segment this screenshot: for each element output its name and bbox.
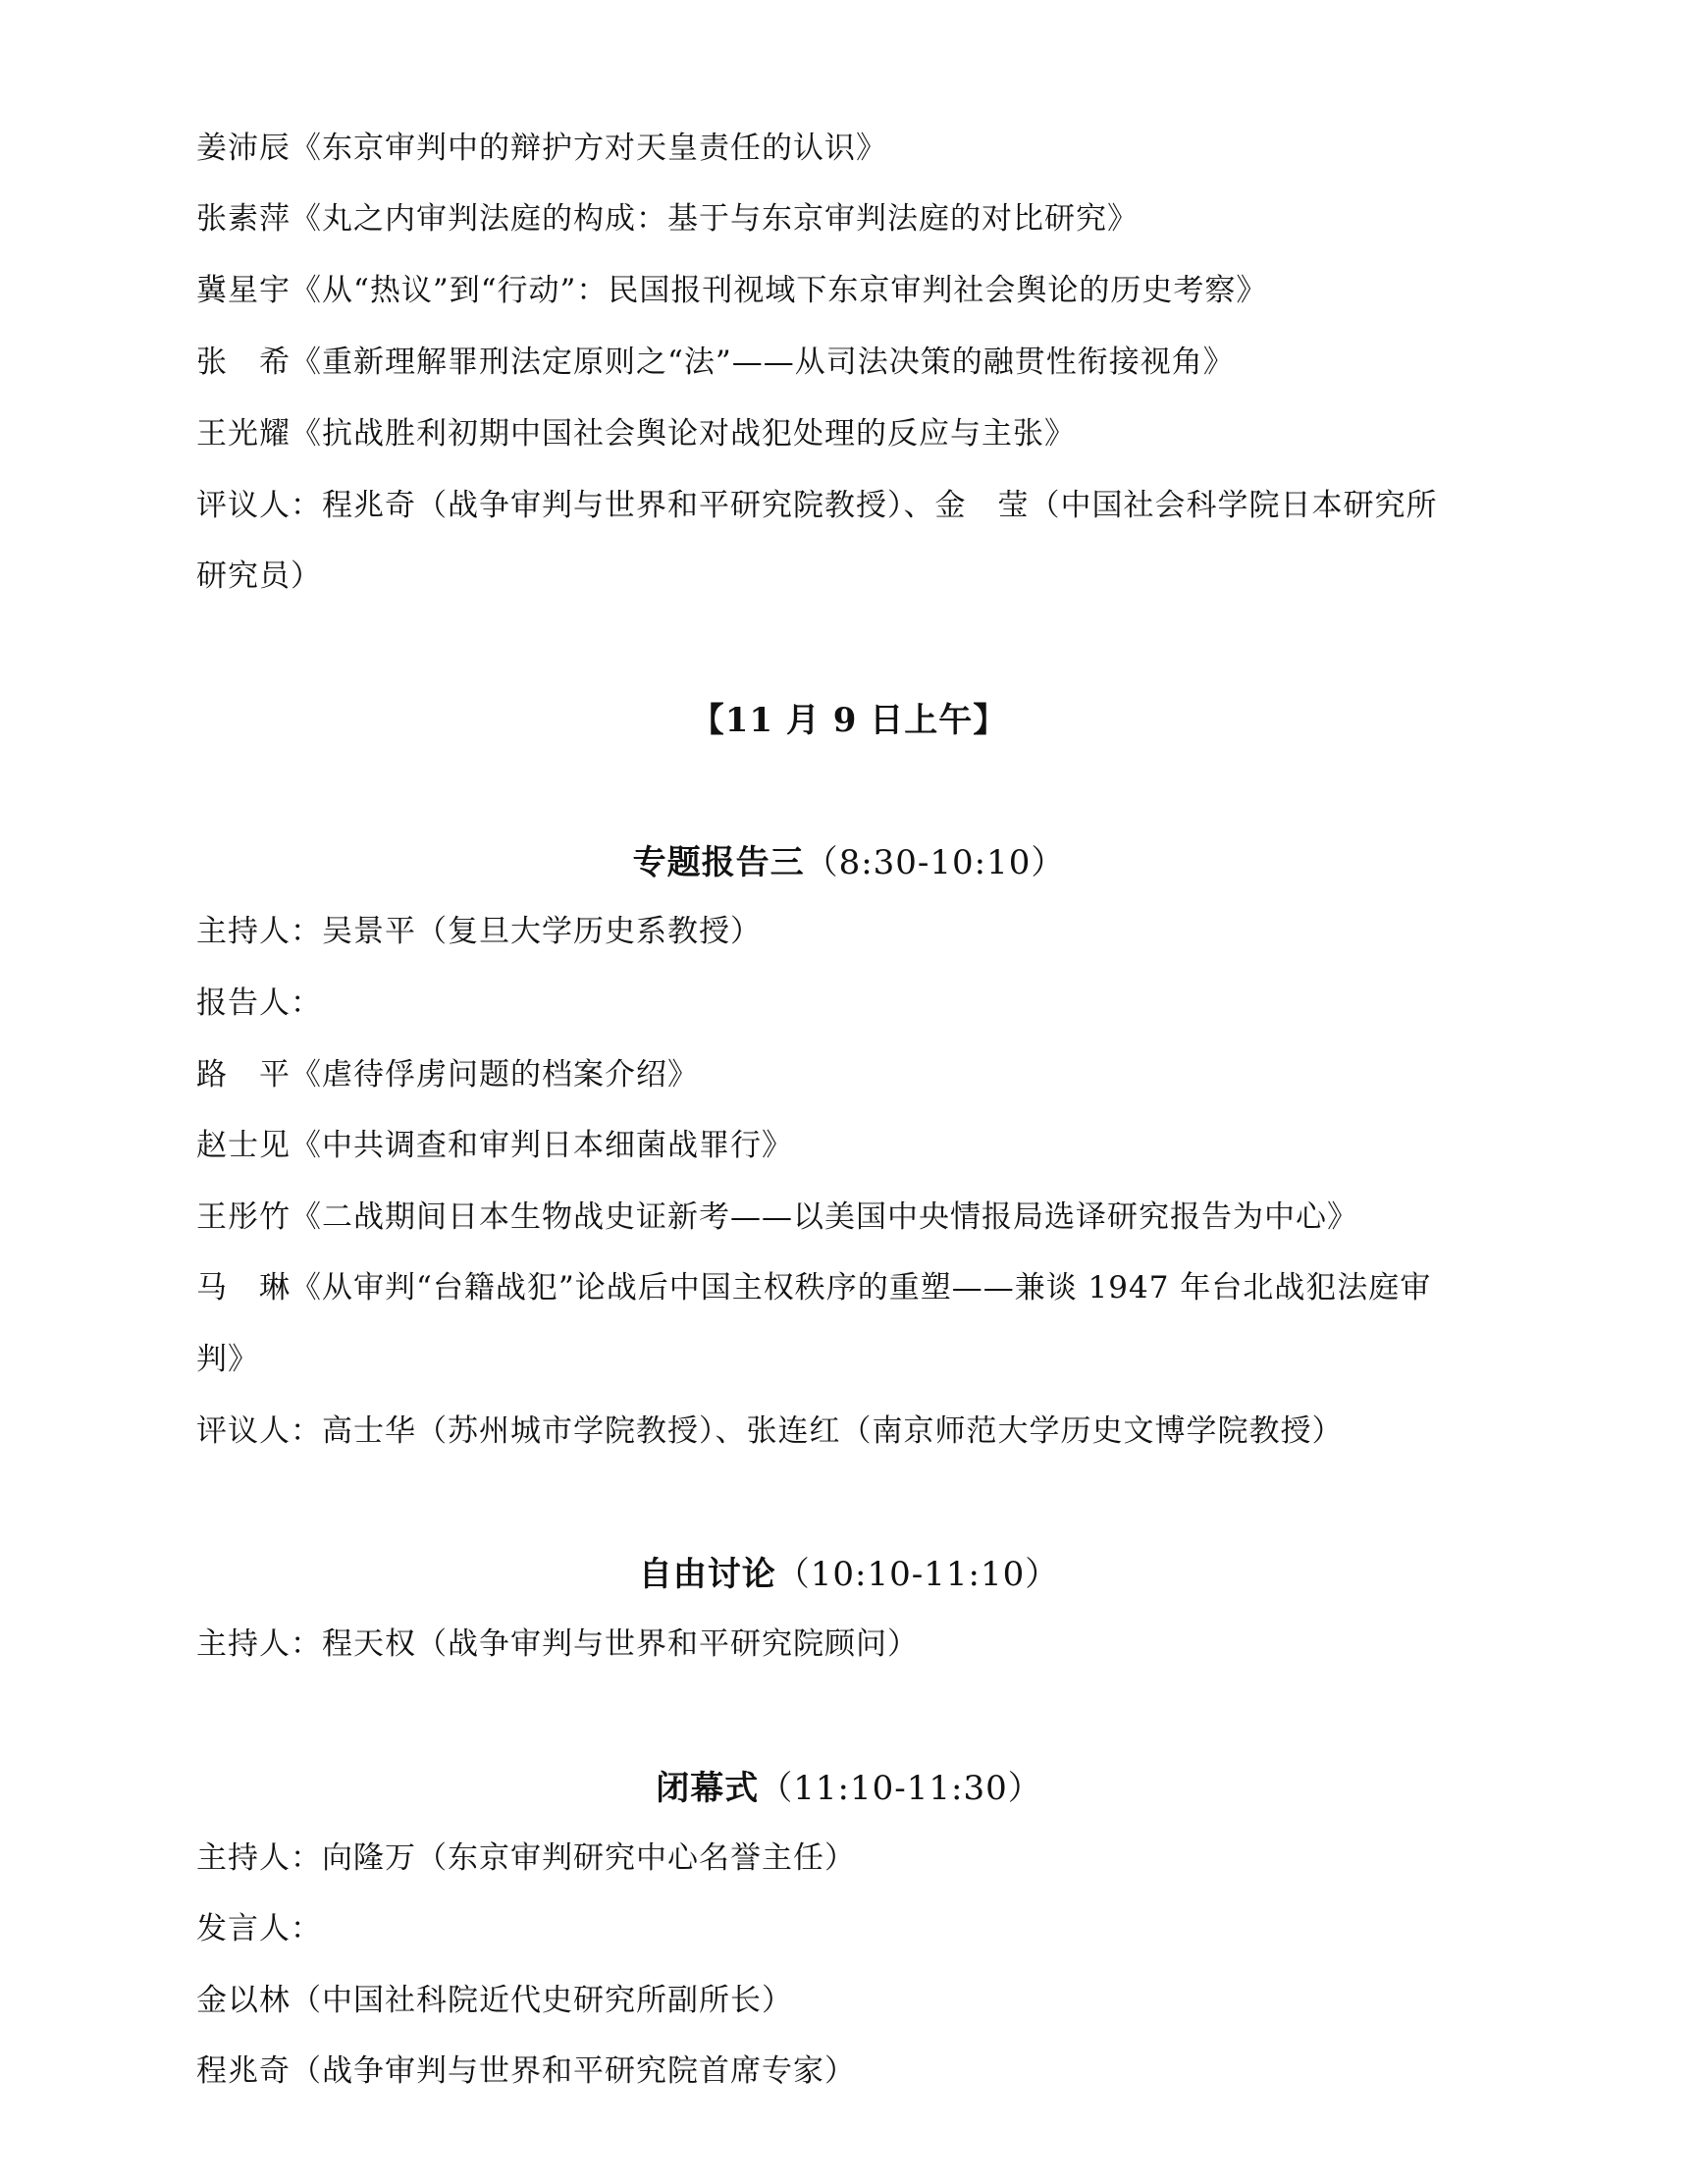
section-title: 自由讨论 (638, 1555, 776, 1594)
host-line: 主持人：程天权（战争审判与世界和平研究院顾问） (196, 1626, 919, 1662)
section-title: 专题报告三 (632, 843, 805, 882)
speakers-label: 发言人： (196, 1911, 322, 1946)
discussant-line: 评议人：程兆奇（战争审判与世界和平研究院教授）、金 莹（中国社会科学院日本研究所 (196, 488, 1438, 523)
speaker-line: 程兆奇（战争审判与世界和平研究院首席专家） (196, 2053, 856, 2089)
presenter-line: 王光耀《抗战胜利初期中国社会舆论对战犯处理的反应与主张》 (196, 416, 1076, 452)
discussant-line-continued: 研究员） (196, 559, 322, 594)
presenter-line: 马 琳《从审判“台籍战犯”论战后中国主权秩序的重塑——兼谈 1947 年台北战犯法庭审 (196, 1270, 1432, 1305)
section-heading-closing (0, 1767, 1698, 1810)
presenter-line-continued: 判》 (196, 1342, 259, 1377)
presenter-line: 张 希《重新理解罪刑法定原则之“法”——从司法决策的融贯性衔接视角》 (196, 345, 1235, 380)
host-line: 主持人：吴景平（复旦大学历史系教授） (196, 914, 762, 949)
presenter-line: 冀星宇《从“热议”到“行动”：民国报刊视域下东京审判社会舆论的历史考察》 (196, 273, 1268, 308)
section-time: （10:10-11:10） (775, 1555, 1060, 1594)
presenter-line: 赵士见《中共调查和审判日本细菌战罪行》 (196, 1128, 793, 1163)
presenter-line: 路 平《虐待俘虏问题的档案介绍》 (196, 1057, 699, 1092)
presenter-line: 姜沛辰《东京审判中的辩护方对天皇责任的认识》 (196, 131, 887, 166)
section-title: 闭幕式 (656, 1769, 760, 1808)
date-heading: 【11 月 9 日上午】 (690, 701, 1008, 740)
section-heading-report-three (0, 841, 1698, 884)
host-line: 主持人：向隆万（东京审判研究中心名誉主任） (196, 1840, 856, 1876)
presenter-line: 王彤竹《二战期间日本生物战史证新考——以美国中央情报局选译研究报告为中心》 (196, 1199, 1358, 1235)
discussant-line: 评议人：高士华（苏州城市学院教授）、张连红（南京师范大学历史文博学院教授） (196, 1413, 1344, 1449)
presenters-label: 报告人： (196, 985, 322, 1021)
section-time: （8:30-10:10） (804, 843, 1066, 882)
speaker-line: 金以林（中国社科院近代史研究所副所长） (196, 1983, 793, 2018)
section-time: （11:10-11:30） (759, 1769, 1042, 1808)
section-heading-free-discussion (0, 1553, 1698, 1596)
presenter-line: 张素萍《丸之内审判法庭的构成：基于与东京审判法庭的对比研究》 (196, 201, 1139, 237)
